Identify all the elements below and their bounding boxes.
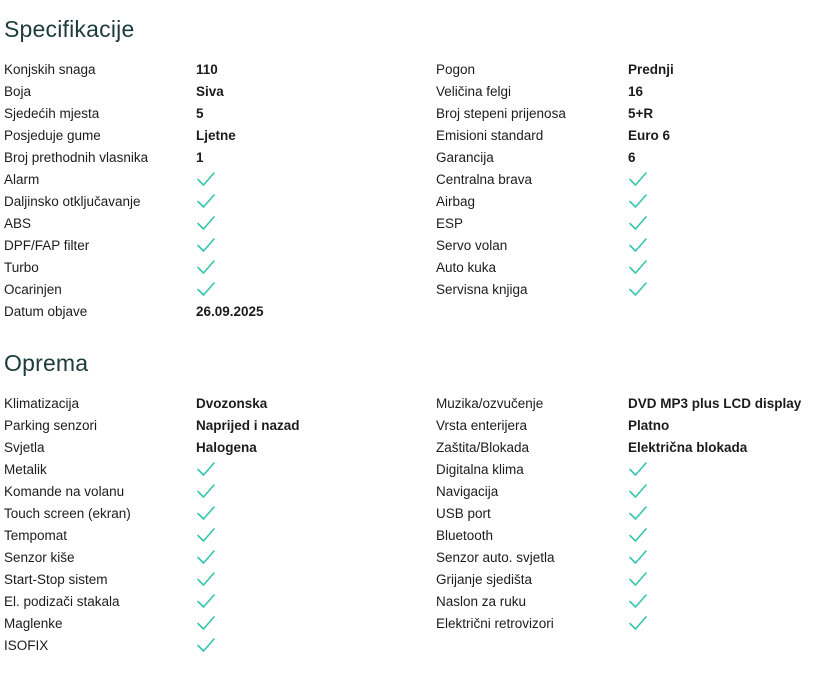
check-icon [196,637,216,653]
check-icon [628,615,648,631]
spec-row-sjedecih-mjesta [4,102,264,124]
spec-row-konjskih-snaga [4,58,264,80]
check-icon [196,505,216,521]
specifikacije-left-column [4,58,264,322]
spec-row-boja [4,80,264,102]
spec-label: Alarm [4,171,40,187]
spec-value: 110 [196,61,218,77]
spec-label: Start-Stop sistem [4,571,108,587]
spec-row-senzor-auto-svjetla [436,546,801,568]
spec-value: 16 [628,83,644,99]
spec-value: 5 [196,105,204,121]
spec-row-servisna-knjiga [436,278,674,300]
check-icon [628,505,648,521]
spec-row-touch-screen-ekran [4,502,300,524]
check-icon [196,215,216,231]
specifikacije-right-column [436,58,674,300]
spec-row-digitalna-klima [436,458,801,480]
spec-label: Ocarinjen [4,281,62,297]
spec-row-maglenke [4,612,300,634]
check-icon [628,461,648,477]
spec-value: Prednji [628,61,674,77]
oprema-left-column [4,392,300,656]
spec-label: Svjetla [4,439,45,455]
spec-row-dpf-fap-filter [4,234,264,256]
check-icon [196,483,216,499]
check-icon [196,571,216,587]
spec-value: Dvozonska [196,395,268,411]
spec-row-zastita-blokada [436,436,801,458]
spec-row-datum-objave [4,300,264,322]
spec-row-auto-kuka [436,256,674,278]
check-icon [628,281,648,297]
check-icon [628,215,648,231]
check-icon [628,171,648,187]
spec-label: Servisna knjiga [436,281,528,297]
spec-row-usb-port [436,502,801,524]
spec-row-airbag [436,190,674,212]
spec-row-alarm [4,168,264,190]
spec-value: Siva [196,83,224,99]
spec-row-ocarinjen [4,278,264,300]
spec-label: Konjskih snaga [4,61,96,77]
spec-label: USB port [436,505,491,521]
check-icon [196,593,216,609]
spec-row-muzika-ozvucenje [436,392,801,414]
spec-row-centralna-brava [436,168,674,190]
spec-value: 1 [196,149,204,165]
spec-label: Senzor kiše [4,549,75,565]
oprema-right-column [436,392,801,634]
specifikacije-title: Specifikacije [4,16,135,42]
spec-label: Grijanje sjedišta [436,571,533,587]
spec-row-svjetla [4,436,300,458]
check-icon [628,259,648,275]
spec-label: El. podizači stakala [4,593,120,609]
check-icon [628,483,648,499]
spec-label: Vrsta enterijera [436,417,528,433]
spec-label: Posjeduje gume [4,127,101,143]
spec-value: Euro 6 [628,127,671,143]
check-icon [628,593,648,609]
check-icon [196,281,216,297]
spec-label: Broj stepeni prijenosa [436,105,566,121]
spec-label: DPF/FAP filter [4,237,90,253]
check-icon [196,461,216,477]
check-icon [196,527,216,543]
check-icon [196,259,216,275]
spec-row-posjeduje-gume [4,124,264,146]
spec-label: Digitalna klima [436,461,524,477]
spec-row-emisioni-standard [436,124,674,146]
check-icon [196,171,216,187]
spec-row-pogon [436,58,674,80]
spec-label: Emisioni standard [436,127,544,143]
spec-label: Pogon [436,61,476,77]
check-icon [628,193,648,209]
spec-value: Halogena [196,439,257,455]
spec-row-velicina-felgi [436,80,674,102]
spec-label: Senzor auto. svjetla [436,549,555,565]
spec-value: Platno [628,417,670,433]
spec-row-tempomat [4,524,300,546]
spec-row-vrsta-enterijera [436,414,801,436]
spec-row-start-stop-sistem [4,568,300,590]
spec-label: Servo volan [436,237,508,253]
spec-value: Ljetne [196,127,236,143]
spec-label: ISOFIX [4,637,49,653]
spec-label: Daljinsko otključavanje [4,193,141,209]
spec-label: Sjedećih mjesta [4,105,100,121]
spec-value: Naprijed i nazad [196,417,300,433]
spec-label: Broj prethodnih vlasnika [4,149,149,165]
spec-label: Auto kuka [436,259,497,275]
spec-label: Veličina felgi [436,83,512,99]
spec-label: Boja [4,83,32,99]
spec-label: Centralna brava [436,171,533,187]
spec-row-klimatizacija [4,392,300,414]
spec-row-metalik [4,458,300,480]
spec-value: 6 [628,149,636,165]
spec-label: Navigacija [436,483,499,499]
spec-label: Garancija [436,149,494,165]
check-icon [196,615,216,631]
spec-row-broj-stepeni-prijenosa [436,102,674,124]
spec-label: Električni retrovizori [436,615,554,631]
spec-row-komande-na-volanu [4,480,300,502]
spec-label: Tempomat [4,527,68,543]
spec-label: Metalik [4,461,47,477]
spec-row-garancija [436,146,674,168]
spec-label: Komande na volanu [4,483,125,499]
spec-row-elektricni-retrovizori [436,612,801,634]
spec-label: Zaštita/Blokada [436,439,530,455]
spec-label: Maglenke [4,615,63,631]
spec-row-navigacija [436,480,801,502]
spec-row-bluetooth [436,524,801,546]
spec-row-abs [4,212,264,234]
check-icon [628,237,648,253]
check-icon [196,193,216,209]
spec-row-turbo [4,256,264,278]
spec-label: Touch screen (ekran) [4,505,131,521]
spec-value: Električna blokada [628,439,748,455]
spec-value: 26.09.2025 [196,303,264,319]
spec-value: DVD MP3 plus LCD display [628,395,802,411]
spec-label: Naslon za ruku [436,593,527,609]
spec-row-isofix [4,634,300,656]
spec-label: ABS [4,215,32,231]
spec-row-esp [436,212,674,234]
check-icon [628,549,648,565]
spec-row-el-podizaci-stakala [4,590,300,612]
spec-label: Airbag [436,193,476,209]
check-icon [196,549,216,565]
spec-value: 5+R [628,105,654,121]
spec-label: Datum objave [4,303,88,319]
spec-label: Bluetooth [436,527,494,543]
check-icon [196,237,216,253]
spec-row-grijanje-sjedista [436,568,801,590]
spec-row-senzor-kise [4,546,300,568]
spec-row-parking-senzori [4,414,300,436]
spec-row-naslon-za-ruku [436,590,801,612]
spec-row-daljinsko-otkljucavanje [4,190,264,212]
spec-label: Muzika/ozvučenje [436,395,544,411]
check-icon [628,571,648,587]
check-icon [628,527,648,543]
spec-row-broj-prethodnih-vlasnika [4,146,264,168]
spec-label: Parking senzori [4,417,98,433]
spec-label: Turbo [4,259,39,275]
spec-label: Klimatizacija [4,395,80,411]
spec-label: ESP [436,215,464,231]
oprema-title: Oprema [4,350,89,376]
spec-row-servo-volan [436,234,674,256]
